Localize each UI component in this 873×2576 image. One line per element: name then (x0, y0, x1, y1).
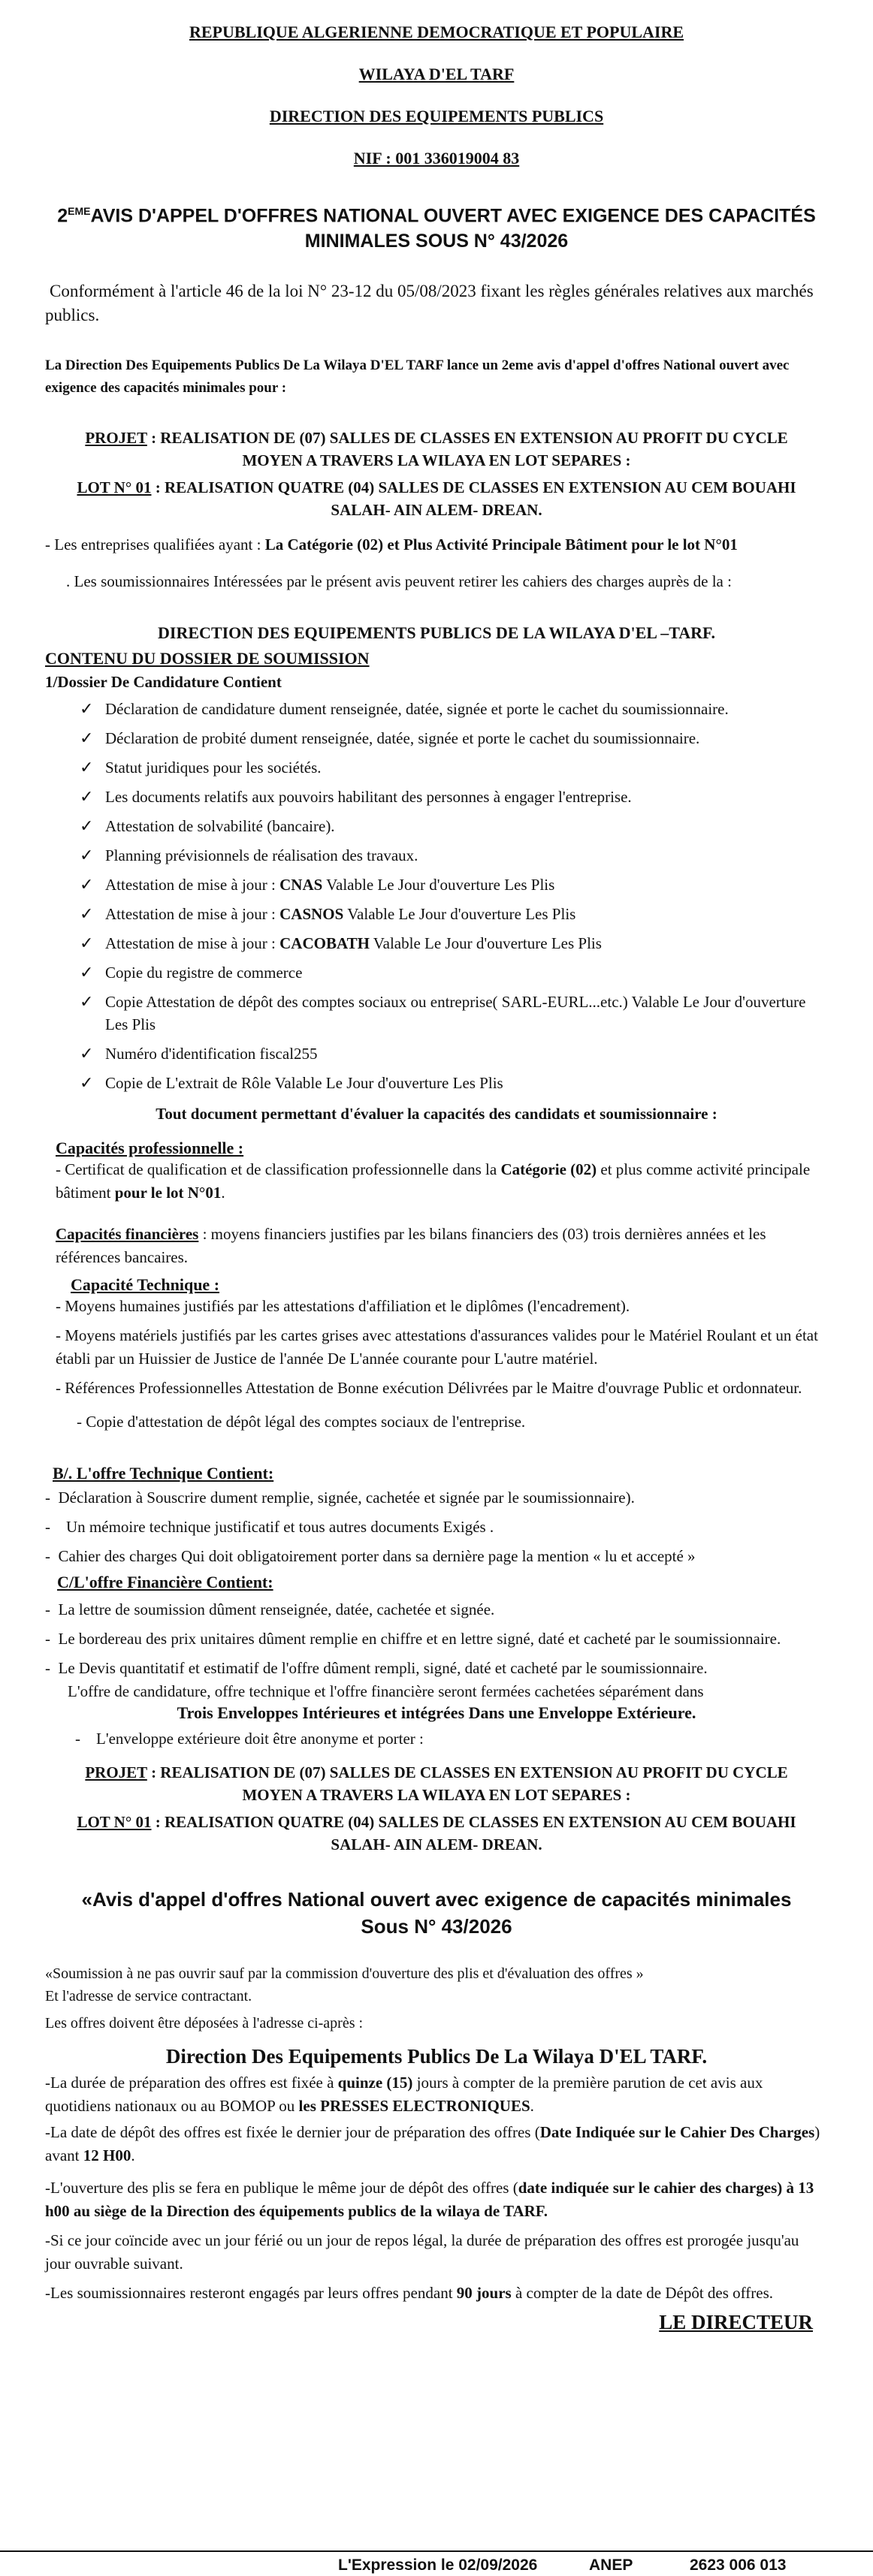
list-item: ✓ Copie de L'extrait de Rôle Valable Le Jour d'ouverture Les Plis (80, 1072, 828, 1094)
offre-tech-line: - Déclaration à Souscrire dument remplie, signée, cachetée et signée par le soumissionnaire). (45, 1489, 635, 1507)
tout-document: Tout document permettant d'évaluer la capacités des candidats et soumissionnaire : (156, 1105, 717, 1124)
offre-financiere-heading: C/L'offre Financière Contient: (57, 1573, 273, 1592)
list-item: ✓ Statut juridiques pour les sociétés. (80, 756, 828, 779)
intro-direction: La Direction Des Equipements Publics De La Wilaya D'EL TARF lance un 2eme avis d'appel d'offres National ouvert avec exigence des capacités minimales pour : (45, 357, 790, 397)
intro-law: Conformément à l'article 46 de la loi N° 23-12 du 05/08/2023 fixant les règles générales relatives aux marchés publics. (45, 282, 814, 325)
checkmark-icon: ✓ (80, 963, 94, 982)
tech-line: - Références Professionnelles Attestation de Bonne exécution Délivrées par le Maitre d'ouvrage Public et ordonnateur. (56, 1379, 802, 1398)
footer-anep: ANEP (589, 2556, 633, 2574)
lot-line2: SALAH- AIN ALEM- DREAN. (331, 1835, 542, 1854)
checkmark-icon: ✓ (80, 728, 94, 748)
lot-line1: : REALISATION QUATRE (04) SALLES DE CLASSES EN EXTENSION AU CEM BOUAHI (151, 478, 796, 497)
candidature-list (45, 698, 828, 1094)
list-item: ✓ Déclaration de candidature dument renseignée, datée, signée et porte le cachet du soumissionnaire. (80, 698, 828, 720)
lot-label: LOT N° 01 (77, 1813, 152, 1832)
retirer-text: . Les soumissionnaires Intéressées par le présent avis peuvent retirer les cahiers des charges auprès de la : (66, 572, 732, 591)
soumission-text: «Soumission à ne pas ouvrir sauf par la commission d'ouverture des plis et d'évaluation des offres » (45, 1965, 644, 1983)
checkmark-icon: ✓ (80, 904, 94, 924)
title-line2: MINIMALES SOUS N° 43/2026 (304, 231, 569, 252)
capacite-tech-heading: Capacité Technique : (71, 1275, 220, 1295)
capacite-pro-text: - Certificat de qualification et de classification professionnelle dans la Catégorie (02) et plus comme activité principale bâtiment pour le lot N°01. (56, 1160, 811, 1202)
offre-fin-line: - L'enveloppe extérieure doit être anonyme et porter : (75, 1730, 424, 1748)
tech-line: - Moyens matériels justifiés par les cartes grises avec attestations d'assurances valides pour le Matériel Roulant et un état établi par un Huissier de Justice de l'année De L'année courante pour L'autre matériel. (56, 1326, 818, 1368)
list-item: ✓ Planning prévisionnels de réalisation des travaux. (80, 844, 828, 867)
checkmark-icon: ✓ (80, 934, 94, 953)
project-line2: MOYEN A TRAVERS LA WILAYA EN LOT SEPARES : (242, 451, 631, 470)
direction-address: Direction Des Equipements Publics De La Wilaya D'EL TARF. (165, 2045, 708, 2068)
footer-code: 2623 006 013 (690, 2556, 787, 2574)
capacite-pro-heading: Capacités professionnelle : (56, 1139, 244, 1158)
checkmark-icon: ✓ (80, 816, 94, 836)
deposees-text: Les offres doivent être déposées à l'adresse ci-après : (45, 2015, 364, 2032)
director-signature: LE DIRECTEUR (659, 2311, 813, 2334)
offre-technique-heading: B/. L'offre Technique Contient: (53, 1464, 274, 1483)
notice-title (45, 198, 828, 254)
tech-line: - Copie d'attestation de dépôt légal des comptes sociaux de l'entreprise. (77, 1413, 526, 1431)
offre-tech-line: - Un mémoire technique justificatif et tous autres documents Exigés . (45, 1518, 494, 1537)
project-line2: MOYEN A TRAVERS LA WILAYA EN LOT SEPARES : (242, 1786, 631, 1805)
capacite-fin-text: Capacités financières : moyens financiers justifies par les bilans financiers des (03) trois dernières années et les références bancaires. (56, 1225, 766, 1267)
list-item: ✓ Les documents relatifs aux pouvoirs habilitant des personnes à engager l'entreprise. (80, 786, 828, 808)
adresse-text: Et l'adresse de service contractant. (45, 1988, 252, 2005)
nif-header: NIF : 001 336019004 83 (353, 149, 520, 167)
footer-journal: L'Expression le 02/09/2026 (338, 2556, 538, 2574)
offre-financiere-block (45, 1573, 828, 1751)
enveloppes-text: Trois Enveloppes Intérieures et intégrées Dans une Enveloppe Extérieure. (177, 1703, 696, 1723)
duree-text: -La durée de préparation des offres est fixée à quinze (15) jours à compter de la première parution de cet avis aux quotidiens nationaux ou au BOMOP ou les PRESSES ELECTRONIQUES. (45, 2074, 763, 2116)
list-item: ✓ Attestation de mise à jour : CASNOS Valable Le Jour d'ouverture Les Plis (80, 903, 828, 925)
qualif-text (45, 533, 828, 557)
checkmark-icon: ✓ (80, 875, 94, 894)
title-sup: EME (68, 205, 91, 217)
depot-text: -La date de dépôt des offres est fixée le dernier jour de préparation des offres (Date Indiquée sur le Cahier Des Charges) avant 12 H00. (45, 2123, 820, 2165)
checkmark-icon: ✓ (80, 699, 94, 719)
title-prefix: 2 (57, 205, 68, 227)
publication-footer (0, 2550, 873, 2576)
project-block (45, 427, 828, 521)
capacites-block (45, 1139, 828, 1434)
capacite-fin-heading: Capacités financières (56, 1225, 199, 1244)
engage-text: -Les soumissionnaires resteront engagés par leurs offres pendant 90 jours à compter de la date de Dépôt des offres. (45, 2284, 774, 2303)
list-item: ✓ Attestation de mise à jour : CNAS Valable Le Jour d'ouverture Les Plis (80, 873, 828, 896)
list-item: ✓ Attestation de solvabilité (bancaire). (80, 815, 828, 837)
offre-technique-block (45, 1464, 828, 1568)
qualif-prefix: - Les entreprises qualifiées ayant : (45, 535, 265, 554)
checkmark-icon: ✓ (80, 758, 94, 777)
final-block (45, 1962, 828, 2334)
offre-fin-line: L'offre de candidature, offre technique et l'offre financière seront fermées cachetées séparément dans (68, 1682, 704, 1701)
avis-heading: «Avis d'appel d'offres National ouvert avec exigence de capacités minimales Sous N° 43/2026 (81, 1888, 792, 1938)
checkmark-icon: ✓ (80, 992, 94, 1012)
lot-line2: SALAH- AIN ALEM- DREAN. (331, 501, 542, 520)
project-line1: : REALISATION DE (07) SALLES DE CLASSES EN EXTENSION AU PROFIT DU CYCLE (147, 429, 788, 448)
project-label: PROJET (85, 429, 147, 448)
ouverture-text: -L'ouverture des plis se fera en publique le même jour de dépôt des offres (date indiquée sur le cahier des charges) à 13 h00 au siège de la Direction des équipements publics de la wilaya de TARF. (45, 2179, 814, 2221)
checkmark-icon: ✓ (80, 846, 94, 865)
ferie-text: -Si ce jour coïncide avec un jour férié ou un jour de repos légal, la durée de préparation des offres est prorogée jusqu'au jour ouvrable suivant. (45, 2231, 799, 2273)
qualif-bold: La Catégorie (02) et Plus Activité Principale Bâtiment pour le lot N°01 (264, 535, 738, 554)
tech-line: - Moyens humaines justifiés par les attestations d'affiliation et le diplômes (l'encadrement). (56, 1297, 630, 1316)
checkmark-icon: ✓ (80, 1073, 94, 1093)
project-block-repeat: PROJET : REALISATION DE (07) SALLES DE CLASSES EN EXTENSION AU PROFIT DU CYCLE MOYEN A TRAVERS LA WILAYA EN LOT SEPARES : LOT N° 01 : REALISATION QUATRE (04) SALLES DE CLASSES EN EXTENSION AU CEM BOUAHI SALAH- AIN ALEM- DREAN. (45, 1761, 828, 1856)
wilaya-header: WILAYA D'EL TARF (358, 65, 515, 83)
lot-label: LOT N° 01 (77, 478, 152, 497)
list-item: ✓ Copie Attestation de dépôt des comptes sociaux ou entreprise( SARL-EURL...etc.) Valable Le Jour d'ouverture Les Plis (80, 992, 806, 1034)
checkmark-icon: ✓ (80, 1044, 94, 1063)
offre-fin-line: - Le bordereau des prix unitaires dûment remplie en chiffre et en lettre signé, daté et cacheté par le soumissionnaire. (45, 1630, 781, 1648)
list-item: ✓ Attestation de mise à jour : CACOBATH Valable Le Jour d'ouverture Les Plis (80, 932, 828, 955)
offre-fin-line: - La lettre de soumission dûment renseignée, datée, cachetée et signée. (45, 1600, 495, 1619)
list-item: ✓ Numéro d'identification fiscal255 (80, 1042, 828, 1065)
list-item: ✓ Copie du registre de commerce (80, 961, 828, 984)
list-item: ✓ Déclaration de probité dument renseignée, datée, signée et porte le cachet du soumissionnaire. (80, 727, 828, 750)
offre-tech-line: - Cahier des charges Qui doit obligatoirement porter dans sa dernière page la mention « lu et accepté » (45, 1547, 696, 1566)
direction-heading: DIRECTION DES EQUIPEMENTS PUBLICS DE LA WILAYA D'EL –TARF. (158, 623, 715, 643)
republic-header: REPUBLIQUE ALGERIENNE DEMOCRATIQUE ET POPULAIRE (189, 23, 684, 41)
offre-fin-line: - Le Devis quantitatif et estimatif de l'offre dûment rempli, signé, daté et cacheté par le soumissionnaire. (45, 1659, 708, 1678)
project-label: PROJET (85, 1763, 147, 1782)
candidature-heading: 1/Dossier De Candidature Contient (45, 673, 282, 692)
title-line1: AVIS D'APPEL D'OFFRES NATIONAL OUVERT AVEC EXIGENCE DES CAPACITÉS (90, 205, 816, 227)
direction-header: DIRECTION DES EQUIPEMENTS PUBLICS (269, 107, 604, 125)
checkmark-icon: ✓ (80, 787, 94, 807)
contenu-heading: CONTENU DU DOSSIER DE SOUMISSION (45, 649, 370, 668)
